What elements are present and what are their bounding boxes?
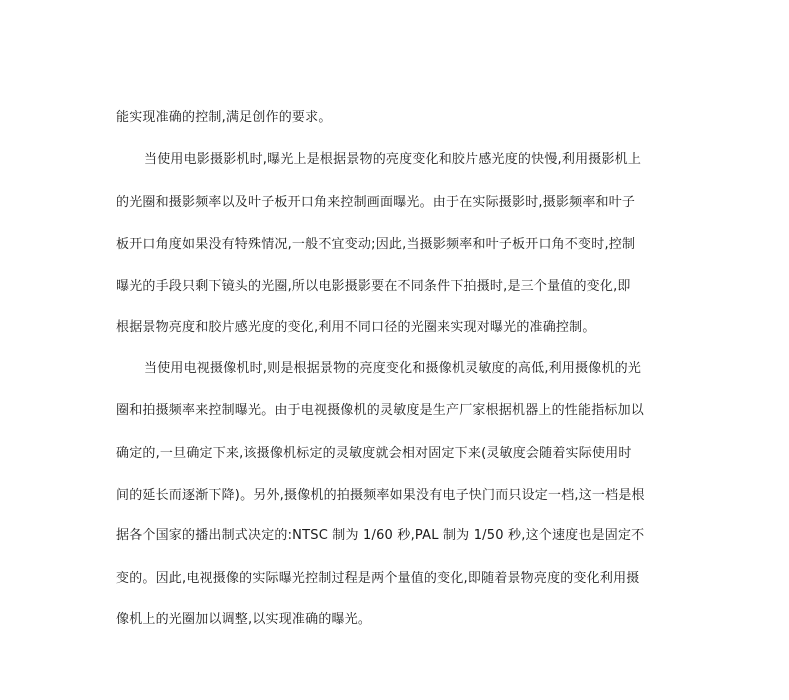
text-line: 板开口角度如果没有特殊情况,一般不宜变动;因此,当摄影频率和叶子板开口角不变时,控制 [116, 237, 636, 252]
text-line: 根据景物亮度和胶片感光度的变化,利用不同口径的光圈来实现对曝光的准确控制。 [116, 320, 596, 335]
text-line: 变的。因此,电视摄像的实际曝光控制过程是两个量值的变化,即随着景物亮度的变化利用摄 [116, 571, 640, 586]
text-line: 像机上的光圈加以调整,以实现准确的曝光。 [116, 612, 372, 627]
text-line: 曝光的手段只剩下镜头的光圈,所以电影摄影要在不同条件下拍摄时,是三个量值的变化,即 [116, 279, 631, 294]
text-line: 的光圈和摄影频率以及叶子板开口角来控制画面曝光。由于在实际摄影时,摄影频率和叶子 [116, 195, 636, 210]
text-line: 能实现准确的控制,满足创作的要求。 [116, 110, 332, 125]
paragraph-start-line: 当使用电视摄像机时,则是根据景物的亮度变化和摄像机灵敏度的高低,利用摄像机的光 [144, 361, 642, 376]
paragraph-start-line: 当使用电影摄影机时,曝光上是根据景物的亮度变化和胶片感光度的快慢,利用摄影机上 [144, 152, 642, 167]
text-line: 圈和拍摄频率来控制曝光。由于电视摄像机的灵敏度是生产厂家根据机器上的性能指标加以 [116, 403, 645, 418]
text-line: 间的延长而逐渐下降)。另外,摄像机的拍摄频率如果没有电子快门而只设定一档,这一档是根 [116, 488, 645, 503]
text-line: 据各个国家的播出制式决定的:NTSC 制为 1/60 秒,PAL 制为 1/50 秒,这个速度也是固定不 [116, 528, 645, 543]
text-line: 确定的,一旦确定下来,该摄像机标定的灵敏度就会相对固定下来(灵敏度会随着实际使用时 [116, 446, 632, 461]
